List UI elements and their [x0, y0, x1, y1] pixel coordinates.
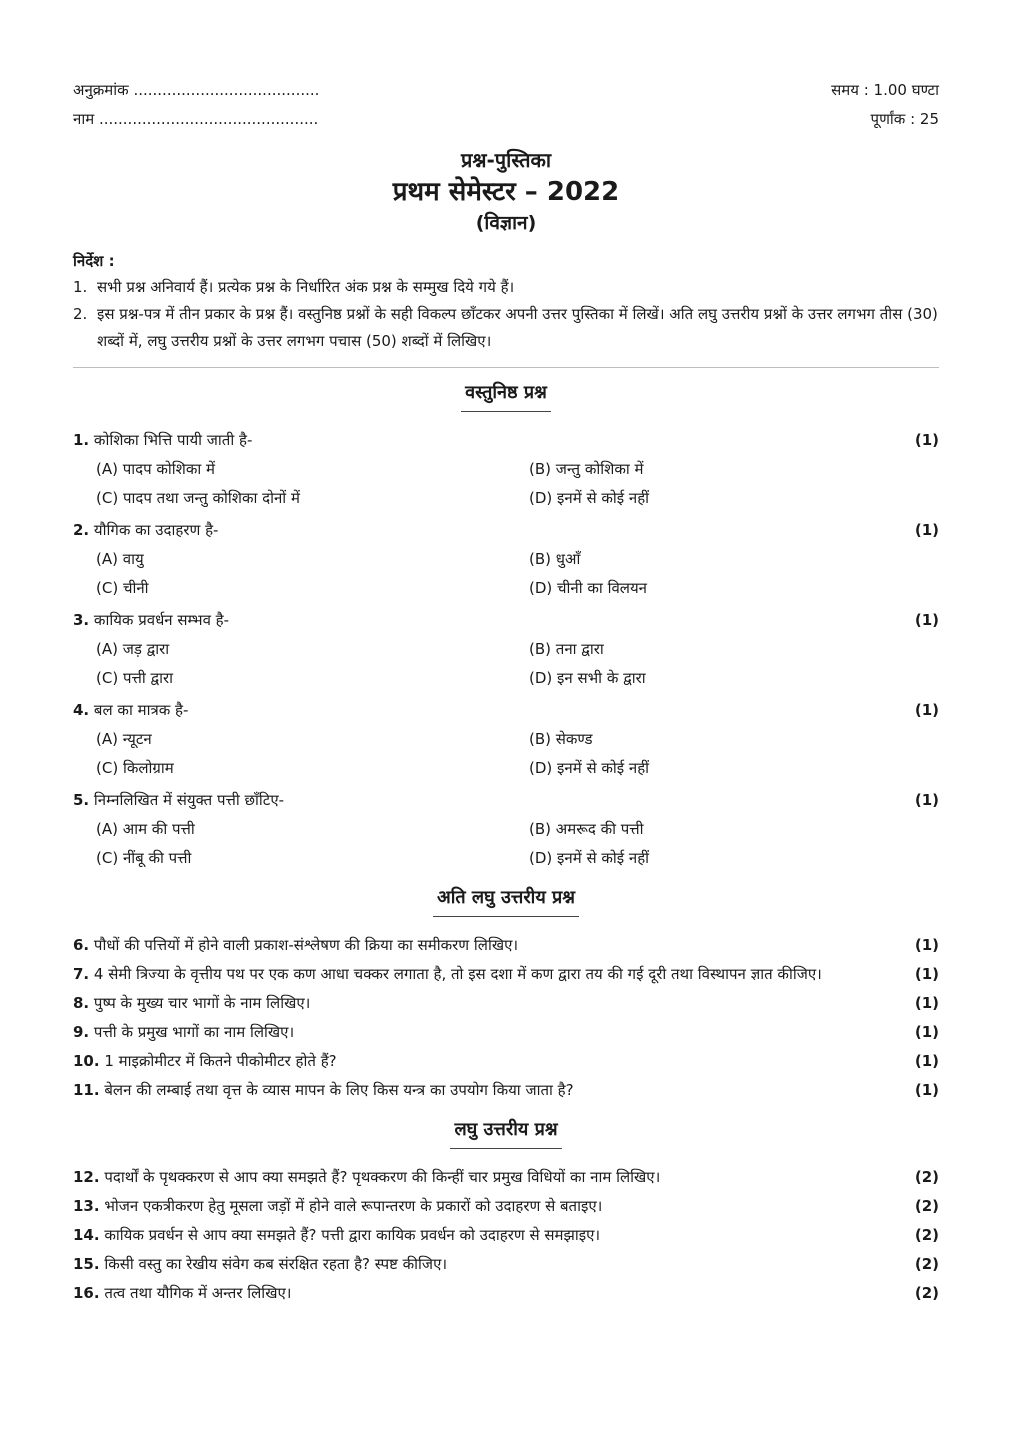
- question-text: तत्व तथा यौगिक में अन्तर लिखिए।: [104, 1284, 292, 1302]
- option-grid: [73, 725, 939, 783]
- question-marks: (2): [914, 1284, 939, 1302]
- question-text: किसी वस्तु का रेखीय संवेग कब संरक्षित रहता है? स्पष्ट कीजिए।: [104, 1255, 448, 1273]
- section-heading: वस्तुनिष्ठ प्रश्न: [461, 378, 551, 412]
- time-label: समय : 1.00 घण्टा: [831, 81, 939, 99]
- option: (C) चीनी: [96, 579, 149, 597]
- question-marks: (2): [914, 1255, 939, 1273]
- title-block: [73, 146, 939, 236]
- instruction-number: 2.: [73, 305, 88, 323]
- question-marks: (1): [914, 791, 939, 809]
- question-row: [73, 1163, 939, 1192]
- mcq-question: [73, 696, 939, 783]
- name-label: नाम ..............................................: [73, 110, 319, 128]
- question-text: पदार्थों के पृथक्करण से आप क्या समझते हैं? पृथक्करण की किन्हीं चार प्रमुख विधियों का नाम लिखिए।: [104, 1168, 661, 1186]
- question-text-container: [73, 1047, 909, 1076]
- question-marks: (1): [914, 701, 939, 719]
- section-title-very-short: [73, 883, 939, 917]
- header-row-1: [73, 76, 939, 105]
- option: (C) पत्ती द्वारा: [96, 669, 174, 687]
- question-text: कोशिका भित्ति पायी जाती है-: [93, 431, 253, 449]
- option: (B) अमरूद की पत्ती: [529, 820, 644, 838]
- question-marks: (1): [914, 936, 939, 954]
- question-text-container: [73, 989, 909, 1018]
- question-text-container: [73, 931, 909, 960]
- option: (C) पादप तथा जन्तु कोशिका दोनों में: [96, 489, 300, 507]
- max-marks-label: पूर्णांक : 25: [870, 110, 939, 128]
- question-number: 12.: [73, 1168, 100, 1186]
- question-number: 16.: [73, 1284, 100, 1302]
- question-row: [73, 931, 939, 960]
- question-marks: (1): [914, 1052, 939, 1070]
- question-text-container: [73, 1221, 909, 1250]
- question-marks: (1): [914, 521, 939, 539]
- option: (B) धुआँ: [529, 550, 581, 568]
- question-number: 13.: [73, 1197, 100, 1215]
- question-row: [73, 786, 939, 815]
- option: (B) जन्तु कोशिका में: [529, 460, 644, 478]
- question-text: पौधों की पत्तियों में होने वाली प्रकाश-संश्लेषण की क्रिया का समीकरण लिखिए।: [93, 936, 519, 954]
- mcq-question: [73, 516, 939, 603]
- question-number: 10.: [73, 1052, 100, 1070]
- section-title-objective: [73, 378, 939, 412]
- option-grid: [73, 455, 939, 513]
- question-number: 5.: [73, 791, 90, 809]
- question-number: 3.: [73, 611, 90, 629]
- subject-title: (विज्ञान): [475, 212, 537, 234]
- header-row-2: [73, 105, 939, 134]
- question-row: [73, 1076, 939, 1105]
- option: (A) पादप कोशिका में: [96, 460, 216, 478]
- question-marks: (2): [914, 1197, 939, 1215]
- instruction-text: इस प्रश्न-पत्र में तीन प्रकार के प्रश्न हैं। वस्तुनिष्ठ प्रश्नों के सही विकल्प छाँटकर अपनी उत्तर पुस्तिका में लिखें। अति लघु उत्तरीय प्रश्नों के उत्तर लगभग तीस (30) शब्दों में, लघु उत्तरीय प्रश्नों के उत्तर लगभग पचास (50) शब्दों में लिखिए।: [97, 305, 938, 350]
- question-number: 6.: [73, 936, 90, 954]
- question-number: 2.: [73, 521, 90, 539]
- option: (D) इनमें से कोई नहीं: [529, 489, 650, 507]
- option: (D) चीनी का विलयन: [529, 579, 648, 597]
- question-row: [73, 989, 939, 1018]
- instruction-number: 1.: [73, 278, 88, 296]
- question-text: बल का मात्रक है-: [93, 701, 189, 719]
- question-marks: (1): [914, 431, 939, 449]
- question-text: कायिक प्रवर्धन सम्भव है-: [93, 611, 230, 629]
- question-row: [73, 426, 939, 455]
- option-grid: [73, 635, 939, 693]
- option: (A) वायु: [96, 550, 144, 568]
- question-text-container: [73, 1192, 909, 1221]
- option: (D) इन सभी के द्वारा: [529, 669, 646, 687]
- instructions-heading: निर्देश :: [73, 252, 115, 270]
- question-marks: (1): [914, 994, 939, 1012]
- question-text-container: [73, 1163, 909, 1192]
- question-marks: (2): [914, 1226, 939, 1244]
- question-row: [73, 1047, 939, 1076]
- objective-questions: [73, 426, 939, 873]
- option: (B) तना द्वारा: [529, 640, 604, 658]
- question-row: [73, 1192, 939, 1221]
- question-row: [73, 1279, 939, 1308]
- question-text: पत्ती के प्रमुख भागों का नाम लिखिए।: [93, 1023, 295, 1041]
- question-text: निम्नलिखित में संयुक्त पत्ती छाँटिए-: [93, 791, 285, 809]
- question-text-container: [73, 960, 909, 989]
- option: (A) आम की पत्ती: [96, 820, 195, 838]
- mcq-question: [73, 426, 939, 513]
- instruction-text: सभी प्रश्न अनिवार्य हैं। प्रत्येक प्रश्न के निर्धारित अंक प्रश्न के सम्मुख दिये गये हैं।: [97, 278, 515, 296]
- question-row: [73, 1221, 939, 1250]
- question-text-container: [73, 1279, 909, 1308]
- instruction-item: [73, 301, 939, 355]
- question-row: [73, 1250, 939, 1279]
- booklet-title: प्रश्न-पुस्तिका: [460, 148, 552, 172]
- question-text: पुष्प के मुख्य चार भागों के नाम लिखिए।: [93, 994, 311, 1012]
- question-text-container: [73, 1076, 909, 1105]
- question-marks: (1): [914, 611, 939, 629]
- question-number: 15.: [73, 1255, 100, 1273]
- mcq-question: [73, 786, 939, 873]
- question-text-container: [73, 786, 909, 815]
- instruction-item: [73, 274, 939, 301]
- question-text: 1 माइक्रोमीटर में कितने पीकोमीटर होते हैं?: [104, 1052, 337, 1070]
- option: (A) जड़ द्वारा: [96, 640, 170, 658]
- question-text: भोजन एकत्रीकरण हेतु मूसला जड़ों में होने वाले रूपान्तरण के प्रकारों को उदाहरण से बताइए।: [104, 1197, 603, 1215]
- semester-title: प्रथम सेमेस्टर – 2022: [392, 177, 620, 207]
- question-text-container: [73, 516, 909, 545]
- question-text-container: [73, 426, 909, 455]
- question-number: 1.: [73, 431, 90, 449]
- roll-number-label: अनुक्रमांक .......................................: [73, 81, 320, 99]
- question-row: [73, 696, 939, 725]
- very-short-questions: [73, 931, 939, 1105]
- short-questions: [73, 1163, 939, 1308]
- question-text: बेलन की लम्बाई तथा वृत्त के व्यास मापन के लिए किस यन्त्र का उपयोग किया जाता है?: [104, 1081, 574, 1099]
- question-number: 14.: [73, 1226, 100, 1244]
- question-text: यौगिक का उदाहरण है-: [93, 521, 219, 539]
- question-number: 8.: [73, 994, 90, 1012]
- question-marks: (1): [914, 1081, 939, 1099]
- question-marks: (1): [914, 965, 939, 983]
- option: (C) किलोग्राम: [96, 759, 174, 777]
- question-number: 4.: [73, 701, 90, 719]
- question-row: [73, 516, 939, 545]
- question-text: 4 सेमी त्रिज्या के वृत्तीय पथ पर एक कण आधा चक्कर लगाता है, तो इस दशा में कण द्वारा तय की गई दूरी तथा विस्थापन ज्ञात कीजिए।: [93, 965, 822, 983]
- section-heading: अति लघु उत्तरीय प्रश्न: [433, 883, 579, 917]
- option: (B) सेकण्ड: [529, 730, 593, 748]
- question-paper: [73, 76, 939, 1308]
- question-text-container: [73, 606, 909, 635]
- question-row: [73, 606, 939, 635]
- option-grid: [73, 545, 939, 603]
- option: (A) न्यूटन: [96, 730, 152, 748]
- question-text-container: [73, 1250, 909, 1279]
- question-marks: (1): [914, 1023, 939, 1041]
- section-heading: लघु उत्तरीय प्रश्न: [450, 1115, 561, 1149]
- question-number: 11.: [73, 1081, 100, 1099]
- option: (D) इनमें से कोई नहीं: [529, 849, 650, 867]
- option: (D) इनमें से कोई नहीं: [529, 759, 650, 777]
- option-grid: [73, 815, 939, 873]
- section-title-short: [73, 1115, 939, 1149]
- option: (C) नींबू की पत्ती: [96, 849, 192, 867]
- question-text: कायिक प्रवर्धन से आप क्या समझते हैं? पत्ती द्वारा कायिक प्रवर्धन को उदाहरण से समझाइए।: [104, 1226, 601, 1244]
- question-marks: (2): [914, 1168, 939, 1186]
- question-text-container: [73, 696, 909, 725]
- question-text-container: [73, 1018, 909, 1047]
- question-number: 7.: [73, 965, 90, 983]
- mcq-question: [73, 606, 939, 693]
- question-row: [73, 960, 939, 989]
- question-row: [73, 1018, 939, 1047]
- divider: [73, 367, 939, 368]
- question-number: 9.: [73, 1023, 90, 1041]
